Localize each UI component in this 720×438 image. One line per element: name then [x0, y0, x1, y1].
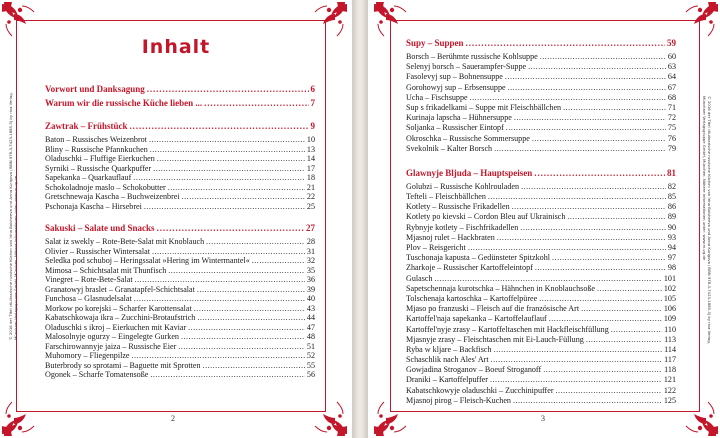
toc-entry — [45, 135, 315, 145]
dot-leader — [494, 144, 666, 154]
entry-title: Morkow po korejski – Scharfer Karottensalat — [45, 303, 192, 313]
toc-entry — [406, 243, 676, 253]
entry-page: 118 — [664, 365, 676, 375]
dot-leader — [497, 233, 666, 243]
entry-title: Kartoffel'naja sapekanka – Kartoffelauflauf — [406, 314, 547, 324]
toc-chapter-heading — [45, 84, 315, 95]
entry-title: Zharkoje – Russischer Kartoffeleintopf — [406, 263, 533, 273]
toc-entry — [45, 285, 315, 295]
toc-entry — [406, 93, 676, 103]
entry-page: 64 — [667, 72, 676, 82]
dot-leader — [153, 164, 305, 174]
toc-entry — [406, 144, 676, 154]
copyright-note — [702, 96, 712, 344]
toc-entry — [406, 212, 676, 222]
entry-page: 32 — [306, 256, 315, 265]
entry-title: Baton – Russisches Weizenbrot — [45, 135, 147, 144]
book-gutter — [352, 0, 368, 438]
entry-page: 43 — [306, 303, 315, 313]
dot-leader — [149, 135, 305, 145]
toc-entry — [406, 202, 676, 212]
entry-title: Tuschonaja kapusta – Gedünsteter Spitzkohl — [406, 253, 551, 263]
entry-page: 35 — [306, 265, 315, 275]
entry-page: 97 — [667, 253, 676, 263]
toc-entry — [45, 313, 315, 323]
entry-title: Mjasnyje zrasy – Fleischtaschen mit Ei-Lauch-Füllung — [406, 334, 584, 344]
entry-title: Mjasnoj pirog – Fleisch-Kuchen — [406, 395, 511, 405]
entry-page: 89 — [667, 212, 676, 222]
entry-page: 21 — [306, 182, 315, 192]
dot-leader — [539, 294, 662, 304]
chapter-page: 6 — [310, 84, 315, 94]
dot-leader — [132, 351, 305, 361]
right-page — [368, 0, 720, 438]
entry-title: Ucha – Fischsuppe — [406, 92, 468, 102]
page-number: 3 — [541, 414, 545, 423]
toc-entry — [406, 314, 676, 324]
dot-leader — [135, 275, 305, 285]
toc-entry — [45, 304, 315, 314]
entry-page: 10 — [306, 135, 315, 144]
dot-leader — [506, 123, 666, 133]
toc-entry — [45, 370, 315, 380]
dot-leader — [556, 386, 662, 396]
dot-leader — [157, 223, 304, 234]
dot-leader — [133, 173, 305, 183]
entry-page: 47 — [306, 322, 315, 332]
entry-page: 31 — [306, 246, 315, 256]
dot-leader — [204, 98, 308, 109]
entry-title: Sapetschennaja kurotschka – Hähnchen in Knoblauchsoße — [406, 283, 596, 293]
entry-title: Mimosa – Schichtsalat mit Thunfisch — [45, 265, 167, 275]
entry-page: 76 — [667, 133, 676, 143]
toc-entry — [406, 62, 676, 72]
entry-title: Pschonaja Kascha – Hirsebrei — [45, 201, 142, 211]
page-number: 2 — [171, 414, 175, 423]
dot-leader — [168, 183, 305, 193]
toc-entry — [406, 134, 676, 144]
entry-page: 117 — [664, 355, 676, 365]
dot-leader — [494, 345, 663, 355]
entry-title: Schaschlik nach Ales' Art — [406, 355, 489, 365]
entry-title: Kabatschkowyje oladuschki – Zucchinipuffer — [406, 385, 554, 395]
chapter-page: 27 — [306, 223, 315, 233]
entry-title: Gorohowyj sup – Erbsensuppe — [406, 82, 506, 92]
toc-entry — [45, 323, 315, 333]
corner-ornament-icon — [684, 0, 720, 40]
dot-leader — [252, 256, 305, 266]
entry-title: Tolschenaja kartoschka – Kartoffelpüree — [406, 293, 538, 303]
dot-leader — [549, 314, 662, 324]
dot-leader — [182, 192, 305, 202]
entry-page: 56 — [306, 370, 315, 379]
toc-entry — [45, 237, 315, 247]
copyright-line: © 2016 der Titel »Kulinarische russische Küche« von Irina Bolsheeva und Anna Kurigova (ISBN 978-3-7423-1885-3) by riva Verlag, — [707, 96, 712, 344]
entry-page: 109 — [663, 314, 676, 324]
toc-entry — [406, 72, 676, 82]
toc-entry — [45, 183, 315, 193]
toc-entry — [406, 294, 676, 304]
dot-leader — [197, 285, 305, 295]
entry-page: 17 — [306, 163, 315, 173]
entry-page: 22 — [306, 192, 315, 201]
entry-title: Seledka pod schuboj – Heringssalat »Hering im Wintermantel« — [45, 256, 250, 265]
entry-page: 101 — [663, 273, 676, 283]
toc-entry — [45, 256, 315, 266]
dot-leader — [540, 52, 666, 62]
corner-ornament-icon — [684, 398, 720, 438]
dot-leader — [150, 145, 305, 155]
toc-entry — [45, 294, 315, 304]
entry-title: Funchosa – Glasnudelsalat — [45, 294, 132, 303]
entry-page: 93 — [667, 232, 676, 242]
entry-title: Olivier – Russischer Wintersalat — [45, 246, 150, 256]
entry-title: Farschirowannyje jaiza – Russische Eier — [45, 341, 177, 351]
toc-entry — [45, 173, 315, 183]
entry-page: 125 — [663, 395, 676, 405]
entry-title: Svekolnik – Kalter Borsch — [406, 143, 493, 153]
entry-page: 68 — [667, 92, 676, 102]
dot-leader — [157, 154, 305, 164]
toc-chapter-heading — [45, 223, 315, 234]
toc-chapter-heading — [45, 121, 315, 132]
chapter-title: Warum wir die russische Küche lieben ... — [45, 98, 203, 108]
dot-leader — [532, 134, 666, 144]
dot-leader — [490, 375, 662, 385]
entry-title: Rybnyje kotlety – Fischfrikadellen — [406, 222, 519, 232]
table-of-contents — [406, 38, 676, 406]
entry-title: Kurinaja lapscha – Hühnersuppe — [406, 113, 512, 123]
dot-leader — [468, 243, 666, 253]
entry-page: 110 — [664, 324, 676, 334]
entry-title: Bliny – Russische Pfannkuchen — [45, 144, 148, 154]
corner-ornament-icon — [313, 0, 349, 40]
entry-page: 94 — [667, 243, 676, 252]
entry-page: 98 — [667, 263, 676, 273]
entry-title: Tefteli – Fleischbällchen — [406, 192, 486, 202]
entry-page: 90 — [667, 222, 676, 232]
entry-title: Granatowyj braslet – Granatapfel-Schichtsalat — [45, 284, 195, 294]
entry-page: 72 — [667, 113, 676, 123]
chapter-page: 59 — [667, 38, 676, 48]
entry-page: 75 — [667, 123, 676, 133]
dot-leader — [508, 83, 666, 93]
toc-chapter-heading — [45, 98, 315, 109]
toc-entry — [45, 202, 315, 212]
entry-page: 60 — [667, 52, 676, 61]
dot-leader — [206, 237, 305, 247]
dot-leader — [152, 247, 305, 257]
toc-entry — [406, 233, 676, 243]
dot-leader — [528, 62, 666, 72]
toc-entry — [406, 375, 676, 385]
entry-title: Kotlety – Russische Frikadellen — [406, 202, 510, 212]
corner-ornament-icon — [0, 398, 36, 438]
toc-entry — [406, 284, 676, 294]
entry-title: Soljanka – Russischer Eintopf — [406, 123, 504, 133]
toc-entry — [406, 386, 676, 396]
toc-entry — [45, 164, 315, 174]
corner-ornament-icon — [0, 0, 36, 40]
dot-leader — [586, 335, 662, 345]
toc-chapter-heading — [406, 168, 676, 179]
toc-entry — [406, 223, 676, 233]
toc-entry — [45, 332, 315, 342]
dot-leader — [197, 313, 305, 323]
entry-page: 113 — [664, 334, 676, 344]
entry-title: Draniki – Kartoffelpuffer — [406, 375, 488, 385]
entry-page: 85 — [667, 192, 676, 202]
entry-page: 79 — [667, 143, 676, 153]
toc-entry — [406, 274, 676, 284]
page-title: Inhalt — [141, 36, 211, 58]
corner-ornament-icon — [372, 398, 408, 438]
chapter-title: Supy – Suppen — [406, 38, 464, 48]
dot-leader — [194, 304, 305, 314]
toc-entry — [406, 83, 676, 93]
toc-entry — [45, 361, 315, 371]
copyright-line: Münchner Verlagsgruppe GmbH, München. Nähere Informationen unter: www.m-vg.de — [13, 175, 18, 340]
entry-page: 13 — [306, 144, 315, 154]
entry-title: Vinegret – Rote-Bete-Salat — [45, 275, 133, 284]
entry-title: Ryba w kljare – Backfisch — [406, 344, 492, 354]
dot-leader — [597, 284, 662, 294]
dot-leader — [512, 202, 666, 212]
dot-leader — [168, 266, 305, 276]
entry-title: Golubzi – Russische Kohlrouladen — [406, 181, 520, 191]
entry-title: Okroschka – Russische Sommersuppe — [406, 133, 530, 143]
toc-entry — [406, 52, 676, 62]
table-of-contents — [45, 84, 315, 380]
entry-page: 71 — [667, 102, 676, 112]
copyright-line: Münchner Verlagsgruppe GmbH, München. Nähere Informationen unter: www.m-vg.de — [702, 96, 707, 261]
entry-title: Gretschnewaja Kascha – Buchweizenbrei — [45, 192, 180, 201]
entry-page: 86 — [667, 202, 676, 212]
toc-entry — [45, 192, 315, 202]
dot-leader — [203, 361, 305, 371]
toc-entry — [406, 123, 676, 133]
toc-entry — [406, 304, 676, 314]
dot-leader — [178, 342, 305, 352]
chapter-title: Vorwort und Danksagung — [45, 84, 145, 94]
dot-leader — [488, 192, 666, 202]
entry-page: 102 — [663, 283, 676, 293]
entry-title: Oladuschki s ikroj – Eierkuchen mit Kaviar — [45, 322, 187, 332]
toc-entry — [45, 145, 315, 155]
entry-title: Oladuschki – Fluffige Eierkuchen — [45, 154, 155, 163]
toc-entry — [406, 182, 676, 192]
entry-page: 55 — [306, 360, 315, 370]
entry-page: 51 — [306, 341, 315, 351]
copyright-note — [8, 92, 18, 340]
entry-page: 39 — [306, 284, 315, 294]
entry-page: 14 — [306, 154, 315, 163]
entry-title: Buterbrody so sprotami – Baguette mit Sprotten — [45, 360, 201, 370]
entry-title: Plov – Reisgericht — [406, 243, 466, 252]
entry-title: Sup s frikadelkami – Suppe mit Fleischbällchen — [406, 102, 562, 112]
entry-page: 18 — [306, 173, 315, 182]
dot-leader — [535, 263, 666, 273]
dot-leader — [181, 332, 305, 342]
entry-title: Salat iz swekly – Rote-Bete-Salat mit Knoblauch — [45, 237, 205, 246]
entry-title: Muhomory – Fliegenpilze — [45, 351, 130, 360]
entry-page: 122 — [663, 385, 676, 395]
entry-title: Kabatschkowaja ikra – Zucchini-Brotaufstrich — [45, 313, 196, 322]
dot-leader — [513, 396, 662, 406]
dot-leader — [563, 103, 666, 113]
entry-title: Sapekanka – Quarkauflauf — [45, 173, 132, 182]
dot-leader — [470, 93, 666, 103]
toc-entry — [406, 325, 676, 335]
entry-page: 105 — [663, 293, 676, 303]
toc-entry — [45, 351, 315, 361]
toc-entry — [406, 355, 676, 365]
entry-title: Mjaso po franzuski – Fleisch auf die französische Art — [406, 304, 580, 314]
dot-leader — [611, 325, 662, 335]
left-page — [0, 0, 352, 438]
dot-leader — [521, 182, 666, 192]
entry-title: Gulasch — [406, 273, 433, 283]
toc-entry — [406, 263, 676, 273]
entry-title: Syrniki – Russische Quarkpuffer — [45, 163, 152, 173]
toc-entry — [406, 192, 676, 202]
chapter-page: 81 — [667, 167, 676, 178]
entry-title: Selenyj borsch – Sauerampfer-Suppe — [406, 62, 527, 72]
toc-entry — [45, 275, 315, 285]
dot-leader — [130, 121, 309, 132]
dot-leader — [543, 365, 662, 375]
entry-title: Kotlety po kievski – Cordon Bleu auf Ukrainisch — [406, 212, 566, 222]
entry-title: Malosolnyje ogurzy – Eingelegte Gurken — [45, 332, 179, 341]
dot-leader — [147, 84, 309, 95]
dot-leader — [134, 294, 305, 304]
entry-page: 40 — [306, 294, 315, 303]
toc-entry — [45, 247, 315, 257]
entry-title: Fasolevyj sup – Bohnensuppe — [406, 72, 503, 82]
toc-entry — [406, 365, 676, 375]
dot-leader — [581, 304, 662, 314]
toc-entry — [406, 103, 676, 113]
entry-page: 67 — [667, 82, 676, 92]
toc-entry — [45, 154, 315, 164]
entry-page: 25 — [306, 201, 315, 211]
chapter-page: 9 — [310, 121, 315, 131]
toc-entry — [45, 342, 315, 352]
dot-leader — [144, 202, 305, 212]
dot-leader — [188, 323, 305, 333]
entry-title: Ogonek – Scharfe Tomatensoße — [45, 370, 149, 379]
entry-page: 121 — [663, 375, 676, 385]
dot-leader — [552, 253, 666, 263]
entry-title: Mjasnoj rulet – Hackbraten — [406, 232, 495, 242]
entry-page: 36 — [306, 275, 315, 284]
entry-page: 114 — [664, 344, 676, 354]
entry-title: Kartoffel'nyje zrasy – Kartoffeltaschen mit Hackfleischfüllung — [406, 324, 609, 334]
toc-entry — [406, 113, 676, 123]
toc-entry — [406, 335, 676, 345]
entry-page: 82 — [667, 181, 676, 191]
chapter-page: 7 — [310, 98, 315, 108]
chapter-title: Glawnyje Bljuda – Hauptspeisen — [406, 167, 533, 178]
copyright-line: © 2016 der Titel »Kulinarische russische Küche« von Irina Bolsheeva und Anna Kurigova (ISBN 978-3-7423-1885-3) by riva Verlag, — [8, 92, 13, 340]
dot-leader — [514, 113, 666, 123]
entry-title: Gowjadina Stroganov – Boeuf Stroganoff — [406, 365, 542, 375]
corner-ornament-icon — [372, 0, 408, 40]
entry-title: Borsch – Berühmte russische Kohlsuppe — [406, 52, 538, 61]
entry-page: 28 — [306, 237, 315, 246]
toc-entry — [45, 266, 315, 276]
entry-page: 44 — [306, 313, 315, 322]
dot-leader — [567, 212, 666, 222]
dot-leader — [534, 168, 665, 179]
dot-leader — [505, 72, 666, 82]
dot-leader — [150, 370, 305, 380]
toc-entry — [406, 396, 676, 406]
dot-leader — [466, 38, 665, 49]
chapter-title: Zawtrak – Frühstück — [45, 121, 128, 131]
entry-page: 63 — [667, 62, 676, 72]
entry-page: 48 — [306, 332, 315, 341]
entry-page: 52 — [306, 351, 315, 360]
entry-page: 106 — [663, 304, 676, 314]
chapter-title: Sakuski – Salate und Snacks — [45, 223, 155, 233]
dot-leader — [435, 274, 662, 284]
dot-leader — [520, 223, 666, 233]
toc-chapter-heading — [406, 38, 676, 49]
toc-entry — [406, 345, 676, 355]
corner-ornament-icon — [313, 398, 349, 438]
entry-title: Schokoladnoje maslo – Schokobutter — [45, 182, 166, 192]
dot-leader — [491, 355, 663, 365]
toc-entry — [406, 253, 676, 263]
